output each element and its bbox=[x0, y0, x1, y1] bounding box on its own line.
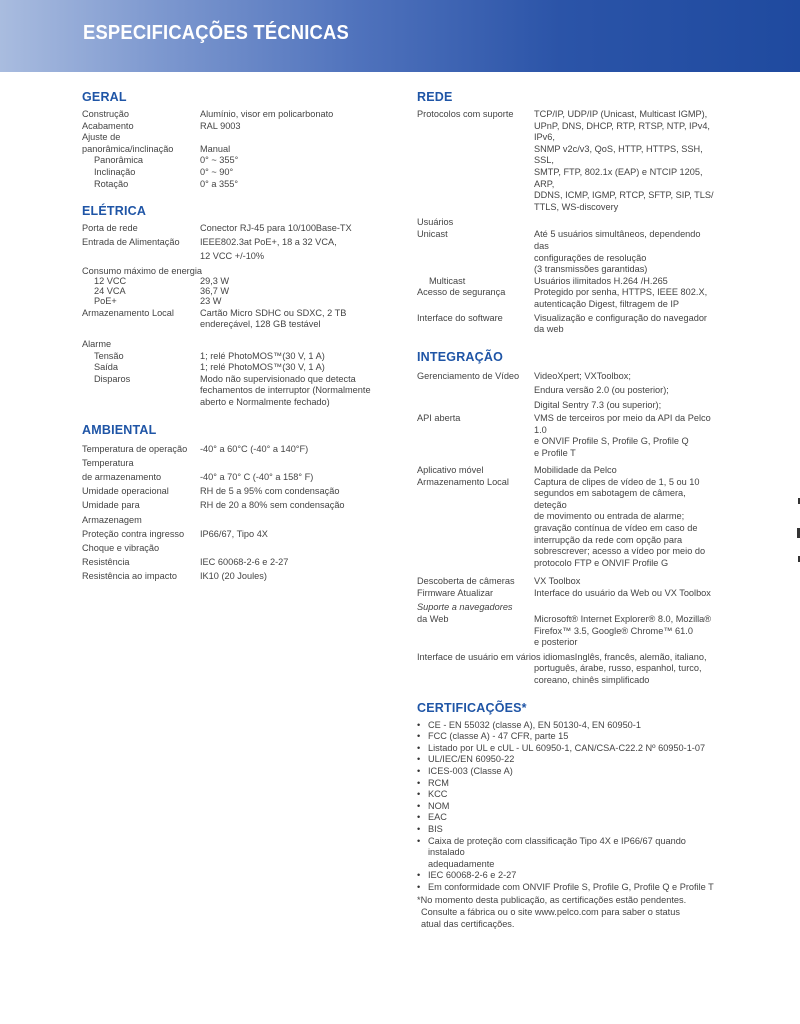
spec-row bbox=[82, 144, 402, 156]
section-title-ambiental: AMBIENTAL bbox=[82, 422, 157, 437]
spec-row bbox=[82, 374, 402, 386]
spec-row bbox=[82, 249, 402, 264]
spec-value: português, árabe, russo, espanhol, turco, bbox=[534, 663, 702, 674]
section-title-certificacoes: CERTIFICAÇÕES* bbox=[417, 700, 527, 715]
spec-row bbox=[82, 319, 402, 331]
spec-value: 0° ~ 355° bbox=[200, 155, 239, 166]
spec-value: 12 VCC +/-10% bbox=[200, 251, 265, 262]
spec-label: Acabamento bbox=[82, 120, 134, 131]
spec-label: Ajuste de bbox=[82, 132, 121, 143]
spec-row bbox=[82, 308, 402, 320]
spec-label: Acesso de segurança bbox=[417, 287, 506, 298]
spec-row bbox=[82, 155, 402, 167]
spec-row bbox=[82, 362, 402, 374]
certificacoes-list bbox=[417, 720, 717, 894]
spec-value: Visualização e configuração do navegador bbox=[534, 312, 707, 323]
spec-value: VMS de terceiros por meio da API da Pelco 1.0 bbox=[534, 413, 711, 435]
spec-row bbox=[82, 569, 402, 583]
spec-label: Firmware Atualizar bbox=[417, 587, 494, 598]
spec-value: TTLS, WS-discovery bbox=[534, 201, 619, 212]
spec-row bbox=[417, 588, 717, 600]
section-title-rede: REDE bbox=[417, 90, 453, 104]
spec-value: Alumínio, visor em policarbonato bbox=[200, 109, 334, 119]
integracao-list bbox=[417, 369, 717, 687]
spec-value: e posterior bbox=[534, 637, 578, 648]
spec-value: Digital Sentry 7.3 (ou superior); bbox=[534, 399, 662, 410]
spec-value: Manual bbox=[200, 143, 231, 154]
spec-value: gravação contínua de vídeo em caso de bbox=[534, 522, 698, 533]
spec-label: Resistência bbox=[82, 557, 130, 568]
spec-label: Protocolos com suporte bbox=[417, 109, 514, 119]
right-column bbox=[417, 90, 717, 930]
spec-value: Usuários ilimitados H.264 /H.265 bbox=[534, 275, 668, 286]
eletrica-list bbox=[82, 223, 402, 408]
spec-row bbox=[417, 663, 717, 675]
list-item: • Em conformidade com ONVIF Profile S, Profile G, Profile Q e Profile T bbox=[417, 882, 717, 894]
spec-value bbox=[200, 541, 402, 555]
spec-row bbox=[82, 351, 402, 363]
spec-label: Descoberta de câmeras bbox=[417, 576, 515, 587]
spec-label: Porta de rede bbox=[82, 223, 138, 234]
spec-value: TCP/IP, UDP/IP (Unicast, Multicast IGMP), bbox=[534, 109, 708, 119]
spec-label: Armazenamento Local bbox=[417, 476, 509, 487]
spec-label: 24 VCA bbox=[94, 285, 126, 296]
spec-label: Aplicativo móvel bbox=[417, 464, 484, 475]
spec-value: 0° a 355° bbox=[200, 178, 239, 189]
spec-label: Tensão bbox=[94, 350, 124, 361]
spec-value: RH de 5 a 95% com condensação bbox=[200, 486, 340, 497]
spec-row bbox=[82, 109, 402, 121]
spec-label: Interface do software bbox=[417, 312, 503, 323]
spec-label: Suporte a navegadores bbox=[417, 601, 513, 612]
spec-row bbox=[82, 484, 402, 498]
spec-label: Umidade para Armazenagem bbox=[82, 500, 142, 525]
spec-label: Alarme bbox=[82, 338, 112, 349]
spec-row bbox=[417, 276, 717, 288]
list-item: • ICES-003 (Classe A) bbox=[417, 766, 717, 778]
spec-row bbox=[417, 463, 717, 477]
spec-row bbox=[82, 276, 402, 286]
section-title-integracao: INTEGRAÇÃO bbox=[417, 349, 504, 364]
left-column bbox=[82, 90, 402, 584]
spec-value: e ONVIF Profile S, Profile G, Profile Q bbox=[534, 436, 689, 447]
spec-row bbox=[82, 498, 402, 526]
spec-value bbox=[200, 456, 402, 470]
spec-value: 1; relé PhotoMOS™(30 V, 1 A) bbox=[200, 350, 325, 361]
spec-value: 23 W bbox=[200, 295, 222, 306]
spec-row bbox=[417, 229, 717, 275]
spec-label: Inclinação bbox=[94, 166, 136, 177]
list-item: • RCM bbox=[417, 778, 717, 790]
spec-value: aberto e Normalmente fechado) bbox=[200, 396, 330, 407]
spec-value: Cartão Micro SDHC ou SDXC, 2 TB bbox=[200, 307, 347, 318]
spec-value: IEEE802.3at PoE+, 18 a 32 VCA, bbox=[200, 236, 337, 247]
spec-value: Até 5 usuários simultâneos, dependendo das bbox=[534, 229, 701, 251]
spec-row bbox=[417, 614, 717, 649]
spec-label: Usuários bbox=[417, 217, 454, 228]
spec-value: Endura versão 2.0 (ou posterior); bbox=[534, 385, 669, 396]
spec-value: VideoXpert; VXToolbox; bbox=[534, 370, 631, 381]
ambiental-list bbox=[82, 442, 402, 584]
spec-value: protocolo FTP e ONVIF Profile G bbox=[534, 557, 669, 568]
geral-list bbox=[82, 109, 402, 190]
spec-row bbox=[82, 385, 402, 397]
section-title-geral: GERAL bbox=[82, 90, 127, 104]
certificacoes-note: *No momento desta publicação, as certificações estão pendentes. Consulte a fábrica ou o site www.pelco.com para saber o status atual das certificações. bbox=[417, 895, 687, 929]
list-item: • UL/IEC/EN 60950-22 bbox=[417, 754, 717, 766]
header-banner bbox=[0, 0, 800, 72]
spec-label: panorâmica/inclinação bbox=[82, 143, 174, 154]
spec-label: Armazenamento Local bbox=[82, 307, 174, 318]
spec-label: Temperatura bbox=[82, 457, 134, 468]
list-item: • EAC bbox=[417, 812, 717, 824]
spec-label: Multicast bbox=[429, 275, 466, 286]
spec-value: de movimento ou entrada de alarme; bbox=[534, 511, 685, 522]
spec-value: Captura de clipes de vídeo de 1, 5 ou 10 bbox=[534, 476, 700, 487]
spec-value: DDNS, ICMP, IGMP, RTCP, SFTP, SIP, TLS/ bbox=[534, 190, 714, 201]
spec-label: API aberta bbox=[417, 413, 461, 424]
list-item: • FCC (classe A) - 47 CFR, parte 15 bbox=[417, 731, 717, 743]
spec-row bbox=[417, 313, 717, 336]
list-item: • Listado por UL e cUL - UL 60950-1, CAN/CSA-C22.2 Nº 60950-1-07 bbox=[417, 743, 717, 755]
spec-row bbox=[417, 600, 717, 615]
spec-label: Panorâmica bbox=[94, 155, 144, 166]
spec-label: 12 VCC bbox=[94, 275, 127, 286]
spec-value: Microsoft® Internet Explorer® 8.0, Mozilla® bbox=[534, 614, 712, 624]
spec-value: SMTP, FTP, 802.1x (EAP) e NTCIP 1205, ARP, bbox=[534, 166, 703, 189]
spec-row bbox=[82, 296, 402, 306]
spec-label: Rotação bbox=[94, 178, 129, 189]
spec-value: VX Toolbox bbox=[534, 576, 581, 587]
spec-label: Umidade operacional bbox=[82, 486, 169, 497]
spec-row bbox=[82, 286, 402, 296]
spec-row bbox=[417, 477, 717, 570]
page-title: ESPECIFICAÇÕES TÉCNICAS bbox=[83, 22, 349, 44]
list-item: • CE - EN 55032 (classe A), EN 50130-4, EN 60950-1 bbox=[417, 720, 717, 732]
spec-value: sobrescrever; acesso a vídeo por meio do bbox=[534, 546, 706, 557]
spec-value: 1; relé PhotoMOS™(30 V, 1 A) bbox=[200, 362, 325, 373]
spec-row bbox=[417, 369, 717, 413]
spec-label: PoE+ bbox=[94, 295, 117, 306]
spec-value: -40° a 70° C (-40° a 158° F) bbox=[200, 471, 314, 482]
spec-row bbox=[82, 397, 402, 409]
spec-row bbox=[82, 179, 402, 191]
spec-value: Inglês, francês, alemão, italiano, bbox=[574, 651, 707, 662]
spec-label: Entrada de Alimentação bbox=[82, 236, 180, 247]
spec-row bbox=[82, 266, 402, 276]
spec-row bbox=[82, 121, 402, 133]
rede-list bbox=[417, 109, 717, 336]
spec-value: Conector RJ-45 para 10/100Base-TX bbox=[200, 223, 352, 234]
spec-row bbox=[417, 413, 717, 459]
section-title-eletrica: ELÉTRICA bbox=[82, 204, 147, 219]
list-item: • BIS bbox=[417, 824, 717, 836]
spec-value: Mobilidade da Pelco bbox=[534, 464, 617, 475]
spec-value: (3 transmissões garantidas) bbox=[534, 264, 648, 275]
spec-value: Modo não supervisionado que detecta bbox=[200, 373, 356, 384]
spec-value: e Profile T bbox=[534, 447, 576, 458]
spec-value bbox=[200, 132, 402, 144]
spec-value: Firefox™ 3.5, Google® Chrome™ 61.0 bbox=[534, 625, 693, 636]
spec-row bbox=[82, 527, 402, 541]
spec-value: SNMP v2c/v3, QoS, HTTP, HTTPS, SSH, SSL, bbox=[534, 143, 703, 166]
spec-label: da Web bbox=[417, 614, 449, 624]
spec-row bbox=[82, 167, 402, 179]
spec-value: da web bbox=[534, 324, 564, 335]
spec-row bbox=[82, 339, 402, 351]
spec-value: 0° ~ 90° bbox=[200, 166, 234, 177]
spec-value: RH de 20 a 80% sem condensação bbox=[200, 500, 345, 511]
spec-label: Proteção contra ingresso bbox=[82, 528, 185, 539]
spec-row bbox=[417, 675, 717, 687]
spec-row bbox=[82, 132, 402, 144]
spec-row bbox=[417, 652, 717, 664]
spec-value: 29,3 W bbox=[200, 275, 230, 286]
spec-value: configurações de resolução bbox=[534, 252, 647, 263]
spec-label: Saída bbox=[94, 362, 119, 373]
spec-row bbox=[417, 215, 717, 229]
spec-label: Interface de usuário em vários idiomas bbox=[417, 651, 575, 662]
spec-label: Construção bbox=[82, 109, 129, 119]
spec-value: UPnP, DNS, DHCP, RTP, RTSP, NTP, IPv4, IPv6, bbox=[534, 120, 710, 143]
spec-row bbox=[82, 235, 402, 250]
spec-value: autenticação Digest, filtragem de IP bbox=[534, 298, 680, 309]
spec-value: Interface do usuário da Web ou VX Toolbox bbox=[534, 587, 711, 598]
list-item: • KCC bbox=[417, 789, 717, 801]
spec-label: Choque e vibração bbox=[82, 542, 160, 553]
spec-label: Gerenciamento de Vídeo bbox=[417, 370, 520, 381]
spec-value: interrupção da rede com opção para bbox=[534, 534, 683, 545]
spec-value: IK10 (20 Joules) bbox=[200, 571, 267, 582]
spec-value: coreano, chinês simplificado bbox=[534, 674, 650, 685]
spec-label: de armazenamento bbox=[82, 471, 162, 482]
list-item: • NOM bbox=[417, 801, 717, 813]
spec-value: RAL 9003 bbox=[200, 120, 241, 131]
spec-value: segundos em sabotagem de câmera, deteção bbox=[534, 488, 686, 510]
list-item: • Caixa de proteção com classificação Tipo 4X e IP66/67 quando instalado adequadamente bbox=[417, 836, 717, 871]
spec-label: Disparos bbox=[94, 373, 131, 384]
spec-value: -40° a 60°C (-40° a 140°F) bbox=[200, 443, 309, 454]
spec-label: Resistência ao impacto bbox=[82, 571, 177, 582]
spec-value: IEC 60068-2-6 e 2-27 bbox=[200, 557, 289, 568]
spec-row bbox=[82, 442, 402, 456]
spec-row bbox=[417, 287, 717, 310]
spec-row bbox=[82, 223, 402, 235]
spec-value: 36,7 W bbox=[200, 285, 230, 296]
spec-label: Temperatura de operação bbox=[82, 443, 188, 454]
spec-row bbox=[417, 576, 717, 588]
spec-value: fechamentos de interruptor (Normalmente bbox=[200, 385, 371, 396]
list-item: • IEC 60068-2-6 e 2-27 bbox=[417, 870, 717, 882]
spec-row bbox=[82, 470, 402, 484]
spec-row bbox=[82, 555, 402, 569]
spec-value: Protegido por senha, HTTPS, IEEE 802.X, bbox=[534, 287, 708, 298]
spec-row bbox=[82, 456, 402, 470]
spec-row bbox=[417, 109, 717, 213]
spec-label: Unicast bbox=[417, 229, 448, 240]
spec-value: IP66/67, Tipo 4X bbox=[200, 528, 268, 539]
spec-row bbox=[82, 541, 402, 555]
spec-label: Consumo máximo de energia bbox=[82, 265, 203, 276]
spec-value: enderеçável, 128 GB testável bbox=[200, 319, 321, 330]
